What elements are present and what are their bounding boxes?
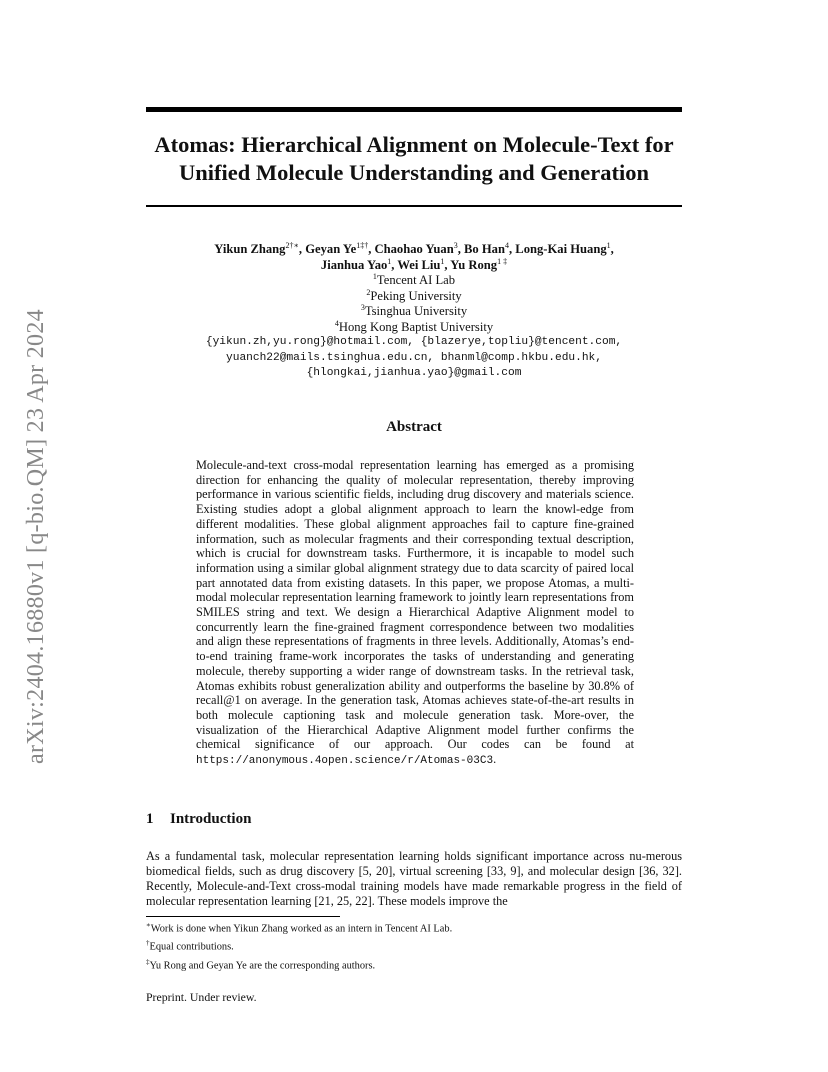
author-block: [130, 242, 698, 382]
affiliation: $^1$Tencent AI Lab: [372, 271, 456, 287]
code-url-link[interactable]: https://anonymous.4open.science/r/Atomas-03C3: [196, 755, 494, 768]
title-line-1: Atomas: Hierarchical Alignment on Molecule-Text for: [154, 132, 674, 157]
footnotes: [146, 918, 682, 973]
section-number: 1: [146, 811, 154, 827]
author-name: Long-Kai Huang: [515, 242, 607, 256]
arxiv-sidebar: [8, 264, 64, 808]
arxiv-identifier: arXiv:2404.16880v1 [q-bio.QM] 23 Apr 2024: [22, 308, 49, 764]
author-mark: 1: [606, 240, 611, 250]
title-bottom-rule: [146, 205, 682, 207]
abstract-text: Molecule-and-text cross-modal representation learning has emerged as a promising direction for enhancing the quality of molecular representation, thereby improving performance in various scientific fields, including drug discovery and materials science. Existing studies adopt a global alignment approach to learn the knowl-edge from different modalities. These global alignment approaches fail to capture fine-grained information, such as molecular fragments and their corresponding textual description, which is crucial for downstream tasks. Furthermore, it is incapable to model such information using a similar global alignment strategy due to data scarcity of paired local part annotated data from existing datasets. In this paper, we propose Atomas, a multi-modal molecular representation learning framework to jointly learn representations from SMILES string and text. We design a Hierarchical Adaptive Alignment model to concurrently learn the fine-grained fragment correspondence between two modalities and align these representations of fragments in three levels. Additionally, Atomas’s end-to-end training frame-work incorporates the tasks of understanding and generating molecule, thereby supporting a wider range of downstream tasks. In the retrieval task, Atomas exhibits robust generalization ability and outperforms the baseline by 30.8% of recall@1 on average. In the generation task, Atomas achieves state-of-the-art results in both molecule captioning task and molecule generation task. More-over, the visualization of the Hierarchical Adaptive Alignment model further confirms the chemical significance of our approach. Our codes can be found at: [196, 458, 634, 752]
author-names: Yikun Zhang$^{2\dagger∗}$, Geyan $Ye^{1\ddagger\dagger}$, Chaohao Yuan$^3$, Bo Han$^4$, Long-Kai Huang$^1$, Jianhua Yao$^1$, Wei Liu$^1$, Yu Rong$^{1 \ddagger}$: [214, 240, 614, 272]
paper-title: [120, 131, 708, 187]
author-mark: 2†∗: [285, 240, 299, 250]
author-mark: 3: [453, 240, 458, 250]
title-top-rule: [146, 107, 682, 112]
author-name: Yikun Zhang: [214, 242, 286, 256]
author-name: Wei Liu: [397, 257, 441, 272]
title-line-2: Unified Molecule Understanding and Generation: [178, 160, 650, 185]
author-mark: 1‡†: [356, 240, 369, 250]
footnote: ∗Work is done when Yikun Zhang worked as an intern in Tencent AI Lab.: [146, 921, 453, 935]
email-line[interactable]: {hlongkai,jianhua.yao}@gmail.com: [306, 367, 522, 379]
author-mark: 1: [440, 256, 445, 266]
affiliation: $^4$Hong Kong Baptist University: [334, 318, 494, 334]
email-line[interactable]: yuanch22@mails.tsinghua.edu.cn, bhanml@comp.hkbu.edu.hk,: [226, 351, 602, 364]
affiliation: $^2$Peking University: [366, 287, 462, 303]
abstract-body: Molecule-and-text cross-modal representation learning has emerged as a promising direction for enhancing the quality of molecular representation, thereby improving performance in various scientific fields, including drug discovery and materials science. Existing studies adopt a global alignment approach to learn the knowl-edge from different modalities. These global alignment approaches fail to capture fine-grained information, such as molecular fragments and their corresponding textual description, which is crucial for downstream tasks. Furthermore, it is incapable to model such information using a similar global alignment strategy due to data scarcity of paired local part annotated data from existing datasets. In this paper, we propose Atomas, a multi-modal molecular representation learning framework to jointly learn representations from SMILES string and text. We design a Hierarchical Adaptive Alignment model to concurrently learn the fine-grained fragment correspondence between two modalities and align these representations of fragments in three levels. Additionally, Atomas’s end-to-end training frame-work incorporates the tasks of understanding and generating molecule, thereby supporting a wider range of downstream tasks. In the retrieval task, Atomas exhibits robust generalization ability and outperforms the baseline by 30.8% of recall@1 on average. In the generation task, Atomas achieves state-of-the-art results in both molecule captioning task and molecule generation task. More-over, the visualization of the Hierarchical Adaptive Alignment model further confirms the chemical significance of our approach. Our codes can be found at https://anonymous.4open.science/r/Atomas-03C3.: [196, 458, 634, 768]
author-name: Jianhua Yao: [320, 257, 388, 272]
author-mark: 1 ‡: [497, 256, 508, 266]
email-line[interactable]: {yikun.zh,yu.rong}@hotmail.com, {blazerye,topliu}@tencent.com,: [205, 336, 623, 348]
footnote: †Equal contributions.: [146, 939, 234, 953]
author-name: Geyan Ye: [305, 242, 357, 256]
author-mark: 4: [504, 240, 509, 250]
introduction-body: As a fundamental task, molecular representation learning holds significant importance across nu-merous biomedical fields, such as drug discovery [5, 20], virtual screening [33, 9], and molecular design [36, 32]. Recently, Molecule-and-Text cross-modal training models have made remarkable progress in the field of molecular representation learning [21, 25, 22]. These models improve the: [146, 849, 682, 908]
footnote: ‡Yu Rong and Geyan Ye are the corresponding authors.: [146, 957, 376, 972]
preprint-notice: Preprint. Under review.: [146, 990, 257, 1004]
abstract-heading: Abstract: [386, 419, 442, 435]
author-name: Bo Han: [464, 242, 505, 256]
affiliation: $^3$Tsinghua University: [360, 302, 468, 318]
author-mark: 1: [387, 256, 392, 266]
author-name: Yu Rong: [450, 257, 498, 272]
section-title: Introduction: [170, 811, 252, 827]
section-heading: [146, 811, 251, 828]
author-name: Chaohao Yuan: [374, 242, 454, 256]
footnote-rule: [146, 916, 340, 917]
